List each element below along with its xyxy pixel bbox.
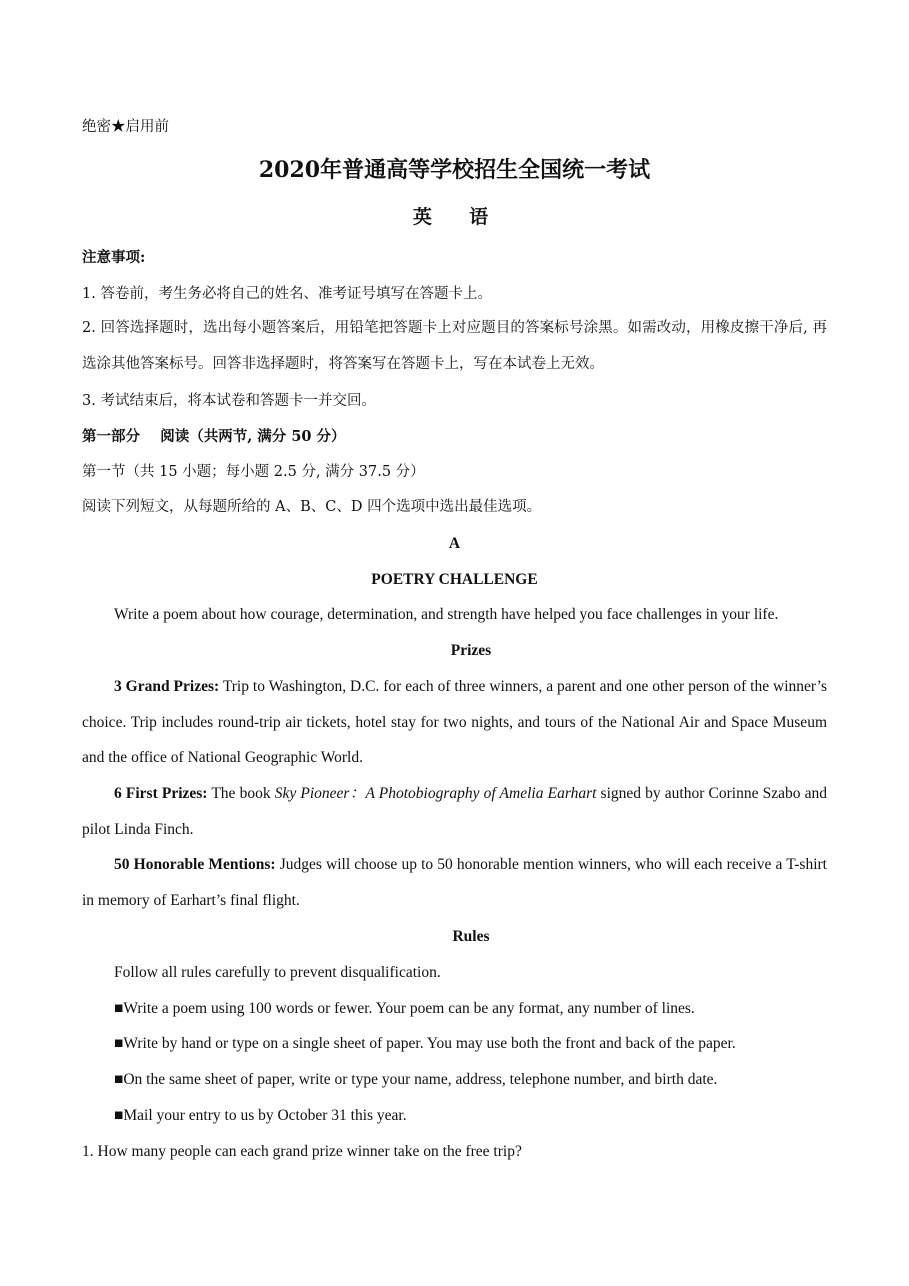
honorable-mentions-text: Judges will choose up to 50 honorable mention winners, who will each receive a T-shirt in memory of Earhart’s final flight. xyxy=(82,856,827,909)
grand-prizes-label: 3 Grand Prizes: xyxy=(114,678,220,695)
rule-item: ■Write a poem using 100 words or fewer. Your poem can be any format, any number of lines. xyxy=(114,1000,695,1017)
honorable-mentions-paragraph xyxy=(82,847,827,918)
section1-heading: 第一节（共 15 小题；每小题 2.5 分, 满分 37.5 分） xyxy=(82,464,425,480)
confidential-mark: 绝密★启用前 xyxy=(82,119,169,135)
subject-title: 英 语 xyxy=(412,206,497,228)
rule-item: ■On the same sheet of paper, write or type your name, address, telephone number, and birth date. xyxy=(114,1071,718,1088)
honorable-mentions-label: 50 Honorable Mentions: xyxy=(114,856,276,873)
rule-item: ■Mail your entry to us by October 31 this year. xyxy=(114,1107,407,1124)
notes-item-3: 3. 考试结束后，将本试卷和答题卡一并交回。 xyxy=(82,393,376,409)
notes-item-2: 2. 回答选择题时，选出每小题答案后，用铅笔把答题卡上对应题目的答案标号涂黑。如需改动，用橡皮擦干净后, 再选涂其他答案标号。回答非选择题时，将答案写在答题卡上，写在本试卷上无效。 xyxy=(82,320,827,372)
notes-heading: 注意事项: xyxy=(82,249,146,266)
passage-intro: Write a poem about how courage, determination, and strength have helped you face challenges in your life. xyxy=(114,606,779,623)
rules-heading: Rules xyxy=(452,928,490,945)
prizes-heading: Prizes xyxy=(450,642,492,659)
notes-item-1: 1. 答卷前，考生务必将自己的姓名、准考证号填写在答题卡上。 xyxy=(82,286,492,302)
grand-prizes-paragraph xyxy=(82,669,827,776)
reading-instruction: 阅读下列短文，从每题所给的 A、B、C、D 四个选项中选出最佳选项。 xyxy=(82,499,542,515)
passage-letter: A xyxy=(448,535,461,552)
first-prizes-label: 6 First Prizes: xyxy=(114,785,208,802)
first-prizes-book-title: Sky Pioneer：A Photobiography of Amelia Earhart xyxy=(274,785,597,802)
first-prizes-text-post: signed by author Corinne Szabo and pilot Linda Finch. xyxy=(82,785,827,838)
first-prizes-text-pre: The book xyxy=(211,785,271,802)
exam-title: 2020年普通高等学校招生全国统一考试 xyxy=(258,157,651,183)
grand-prizes-text: Trip to Washington, D.C. for each of three winners, a parent and one other person of the winner’s choice. Trip includes round-trip air tickets, hotel stay for two nights, and tours of the National Air and Space Museum and the office of National Geographic World. xyxy=(82,678,827,766)
rule-item: ■Write by hand or type on a single sheet of paper. You may use both the front and back of the paper. xyxy=(114,1035,736,1052)
passage-title: POETRY CHALLENGE xyxy=(371,571,538,588)
part1-heading: 第一部分 阅读（共两节, 满分 50 分） xyxy=(82,428,346,445)
first-prizes-paragraph xyxy=(82,776,827,847)
rules-intro: Follow all rules carefully to prevent disqualification. xyxy=(114,964,441,981)
question-1: 1. How many people can each grand prize winner take on the free trip? xyxy=(82,1143,522,1160)
